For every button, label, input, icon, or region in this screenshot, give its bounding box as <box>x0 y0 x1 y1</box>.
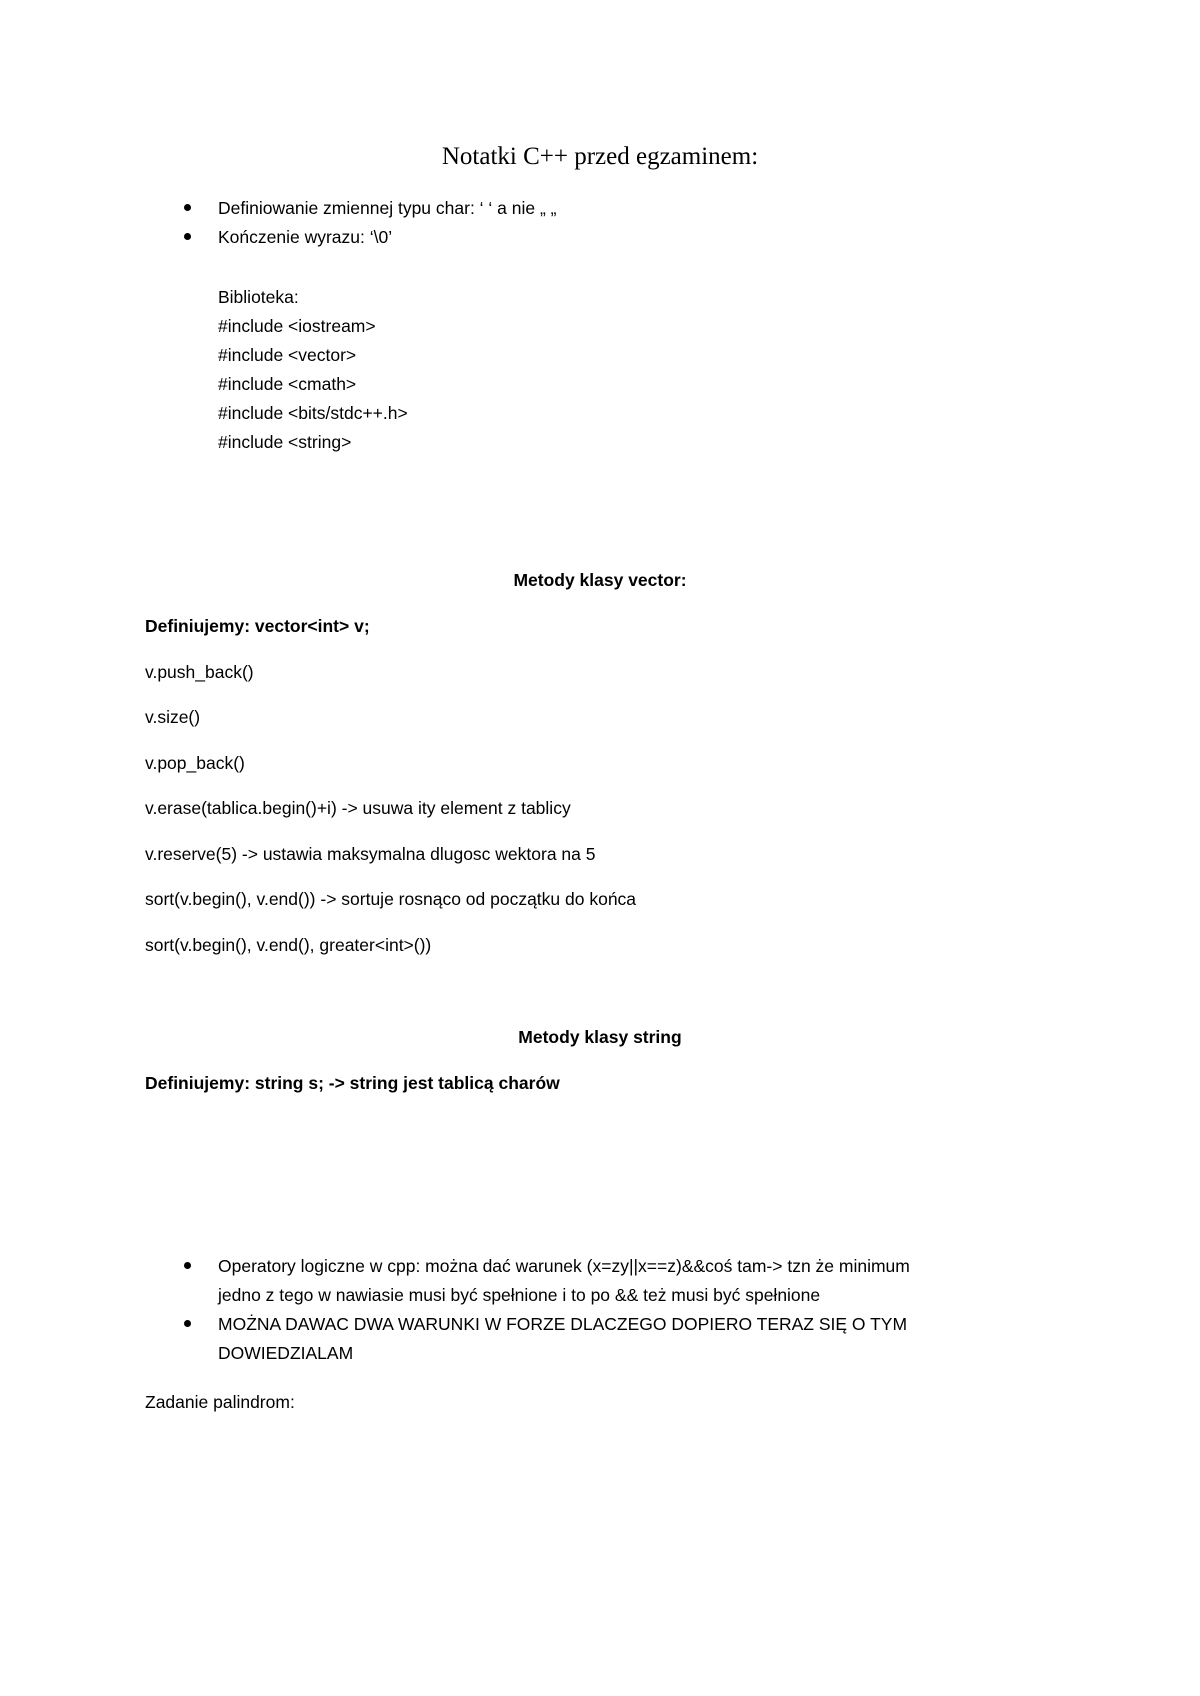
vector-method: sort(v.begin(), v.end(), greater<int>()) <box>145 935 432 955</box>
include-line: #include <cmath> <box>218 374 357 394</box>
bullet-icon <box>184 204 191 211</box>
include-line: #include <string> <box>218 432 352 452</box>
bullet-for-conditions <box>218 1310 907 1368</box>
vector-method: v.reserve(5) -> ustawia maksymalna dlugosc wektora na 5 <box>145 844 596 864</box>
bullet-icon <box>184 1320 191 1327</box>
vector-definition: Definiujemy: vector<int> v; <box>145 616 370 636</box>
include-line: #include <iostream> <box>218 316 376 336</box>
bullet-line: DOWIEDZIALAM <box>218 1343 354 1363</box>
include-line: #include <bits/stdc++.h> <box>218 403 408 423</box>
bullet-logical-operators <box>218 1252 910 1310</box>
bullet-line: jedno z tego w nawiasie musi być spełnione i to po && też musi być spełnione <box>218 1285 821 1305</box>
string-definition: Definiujemy: string s; -> string jest tablicą charów <box>145 1073 560 1093</box>
bullet-char-definition: Definiowanie zmiennej typu char: ‘ ‘ a nie „ „ <box>218 198 557 218</box>
vector-heading: Metody klasy vector: <box>513 570 687 590</box>
bullet-icon <box>184 233 191 240</box>
vector-method: v.pop_back() <box>145 753 245 773</box>
vector-method: v.push_back() <box>145 662 254 682</box>
document-title: Notatki C++ przed egzaminem: <box>441 143 759 170</box>
library-label: Biblioteka: <box>218 287 299 307</box>
bullet-line: MOŻNA DAWAC DWA WARUNKI W FORZE DLACZEGO DOPIERO TERAZ SIĘ O TYM <box>218 1314 908 1334</box>
bullet-line: Operatory logiczne w cpp: można dać warunek (x=zy||x==z)&&coś tam-> tzn że minimum <box>218 1256 910 1276</box>
vector-method: sort(v.begin(), v.end()) -> sortuje rosnąco od początku do końca <box>145 889 637 909</box>
bullet-icon <box>184 1262 191 1269</box>
vector-method: v.size() <box>145 707 201 727</box>
palindrome-task-label: Zadanie palindrom: <box>145 1392 295 1412</box>
vector-method: v.erase(tablica.begin()+i) -> usuwa ity element z tablicy <box>145 798 571 818</box>
include-line: #include <vector> <box>218 345 357 365</box>
bullet-string-terminator: Kończenie wyrazu: ‘\0’ <box>218 227 393 247</box>
string-heading: Metody klasy string <box>518 1027 682 1047</box>
